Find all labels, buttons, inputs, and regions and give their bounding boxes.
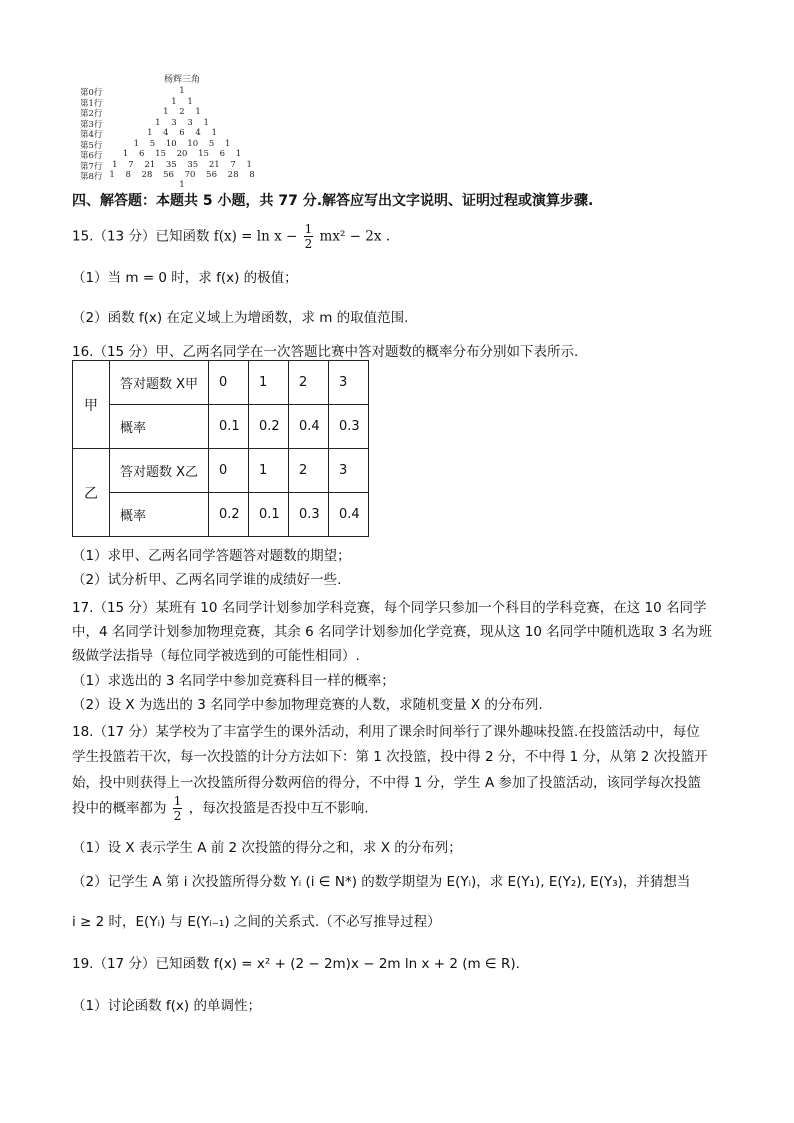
- q17-line-2: 中，4 名同学计划参加物理竞赛，其余 6 名同学计划参加化学竞赛，现从这 10 名同学中随机选取 3 名为班: [72, 624, 712, 640]
- q15-fraction: [304, 222, 314, 251]
- table-cell: 0.1: [209, 405, 249, 449]
- table-cell: 0: [209, 449, 249, 493]
- table-row: [73, 405, 369, 449]
- table-cell: 0.3: [329, 405, 369, 449]
- table-cell: 0.2: [249, 405, 289, 449]
- table-cell: 0: [209, 361, 249, 405]
- row-header-prob-yi: 概率: [110, 493, 209, 537]
- yanghui-triangle-figure: [80, 72, 260, 190]
- q18-part-2: （2）记学生 A 第 i 次投篮所得分数 Yᵢ (i ∈ N*) 的数学期望为 E(Yᵢ)，求 E(Y₁), E(Y₂), E(Y₃)，并猜想当: [72, 874, 691, 890]
- q16-part-2: （2）试分析甲、乙两名同学谁的成绩好一些.: [72, 572, 342, 588]
- probability-table: [72, 360, 369, 537]
- q17-line-3: 级做学法指导（每位同学被选到的可能性相同）.: [72, 648, 360, 664]
- table-row: [73, 493, 369, 537]
- triangle-row: 1 1: [171, 96, 193, 107]
- triangle-title: 杨辉三角: [164, 75, 201, 85]
- q18-frac-num: 1: [173, 794, 182, 808]
- q18-line-1: 18.（17 分）某学校为了丰富学生的课外活动，利用了课余时间举行了课外趣味投篮.在投篮活动中，每位: [72, 724, 700, 740]
- table-cell: 3: [329, 449, 369, 493]
- table-cell: 0.4: [289, 405, 329, 449]
- table-cell: 0.1: [249, 493, 289, 537]
- triangle-row: 1 2 1: [163, 107, 201, 117]
- triangle-row: 1 4 6 4 1: [147, 128, 217, 138]
- row-header-count-yi: 答对题数 X乙: [110, 449, 209, 493]
- q18-line-2: 学生投篮若干次，每一次投篮的计分方法如下：第 1 次投篮，投中得 2 分，不中得 1 分，从第 2 次投篮开: [72, 749, 708, 765]
- triangle-row: 1 5 10 10 5 1: [133, 138, 231, 149]
- triangle-row-label: 第8行: [80, 172, 103, 182]
- table-row: [73, 361, 369, 405]
- triangle-row-label: 第7行: [80, 161, 103, 172]
- section-heading: 四、解答题：本题共 5 小题，共 77 分.解答应写出文字说明、证明过程或演算步骤.: [72, 193, 594, 209]
- group-label-jia: 甲: [73, 361, 110, 449]
- triangle-row-label: 第3行: [80, 119, 103, 130]
- q15-part-2: （2）函数 f(x) 在定义域上为增函数，求 m 的取值范围.: [72, 310, 409, 326]
- q15-part-1: （1）当 m = 0 时，求 f(x) 的极值；: [72, 270, 298, 286]
- q19-stem: 19.（17 分）已知函数 f(x) = x² + (2 − 2m)x − 2m ln x + 2 (m ∈ R).: [72, 956, 520, 972]
- q18-fraction: [173, 794, 183, 823]
- q15-head: 15.（13 分）已知函数: [72, 228, 210, 245]
- q17-line-1: 17.（15 分）某班有 10 名同学计划参加学科竞赛，每个同学只参加一个科目的学科竞赛，在这 10 名同学: [72, 600, 707, 616]
- table-cell: 2: [289, 449, 329, 493]
- q15-frac-num: 1: [304, 222, 313, 236]
- table-row: [73, 449, 369, 493]
- group-label-yi: 乙: [73, 449, 110, 537]
- triangle-row-label: 第4行: [80, 130, 103, 140]
- table-cell: 1: [249, 361, 289, 405]
- q18-part-1: （1）设 X 表示学生 A 前 2 次投篮的得分之和，求 X 的分布列；: [72, 840, 462, 856]
- triangle-row-label: 第0行: [80, 88, 103, 98]
- triangle-row-label: 第1行: [80, 98, 103, 109]
- table-cell: 0.3: [289, 493, 329, 537]
- q15-tail: mx² − 2x .: [319, 228, 391, 245]
- q18-frac-den: 2: [173, 809, 182, 823]
- triangle-row: 1 6 15 20 15 6 1: [122, 149, 242, 159]
- question-15-stem: [72, 222, 390, 251]
- triangle-row-label: 第6行: [80, 151, 103, 161]
- q18-line-3: 始，投中则获得上一次投篮所得分数两倍的得分，不中得 1 分，学生 A 参加了投篮活动，该同学每次投篮: [72, 775, 701, 791]
- question-16-stem: 16.（15 分）甲、乙两名同学在一次答题比赛中答对题数的概率分布分别如下表所示.: [72, 344, 579, 360]
- row-header-count-jia: 答对题数 X甲: [110, 361, 209, 405]
- q18-line-4: [72, 794, 369, 823]
- triangle-row-label: 第5行: [80, 140, 103, 151]
- q15-frac-den: 2: [304, 237, 313, 251]
- table-cell: 2: [289, 361, 329, 405]
- triangle-row: 1 3 3 1: [155, 117, 209, 128]
- triangle-row-label: 第2行: [80, 109, 103, 119]
- q17-part-1: （1）求选出的 3 名同学中参加竞赛科目一样的概率；: [72, 673, 395, 689]
- q17-part-2: （2）设 X 为选出的 3 名同学中参加物理竞赛的人数，求随机变量 X 的分布列.: [72, 697, 543, 713]
- q15-fx: f(x) = ln x −: [213, 228, 298, 245]
- q19-part-1: （1）讨论函数 f(x) 的单调性；: [72, 998, 261, 1014]
- triangle-row: 1 8 28 56 70 56 28 8 1: [109, 170, 255, 190]
- table-cell: 0.4: [329, 493, 369, 537]
- table-cell: 1: [249, 449, 289, 493]
- table-cell: 0.2: [209, 493, 249, 537]
- q18-line-4-b: ，每次投篮是否投中互不影响.: [188, 800, 369, 817]
- q18-part-2-cont: i ≥ 2 时，E(Yᵢ) 与 E(Yᵢ₋₁) 之间的关系式.（不必写推导过程）: [72, 914, 441, 930]
- q18-line-4-a: 投中的概率都为: [72, 800, 167, 817]
- q16-part-1: （1）求甲、乙两名同学答题答对题数的期望；: [72, 548, 351, 564]
- triangle-row: 1 7 21 35 35 21 7 1: [112, 159, 252, 170]
- triangle-row: 1: [179, 86, 185, 96]
- table-cell: 3: [329, 361, 369, 405]
- row-header-prob-jia: 概率: [110, 405, 209, 449]
